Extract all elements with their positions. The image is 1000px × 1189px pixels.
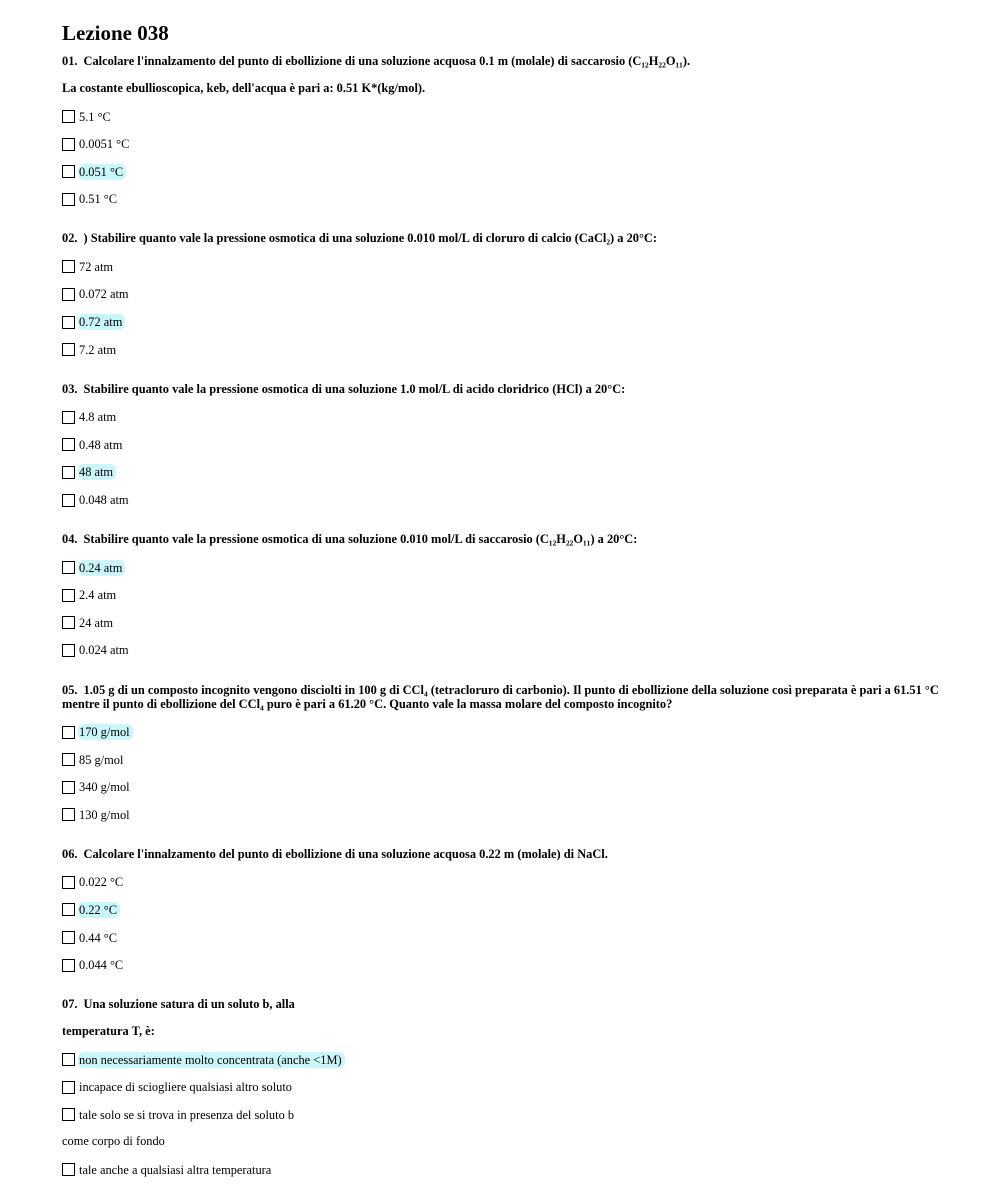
question-body: Calcolare l'innalzamento del punto di ebollizione di una soluzione acquosa 0.22 m (molale) di NaCl. xyxy=(83,846,608,861)
answer-label: 0.022 °C xyxy=(79,875,124,890)
question-spacer xyxy=(62,519,942,532)
question-body: Stabilire quanto vale la pressione osmotica di una soluzione 0.010 mol/L di saccarosio (C₁₂H₂₂O₁₁) a 20°C: xyxy=(83,532,638,547)
quiz-page xyxy=(62,20,942,1189)
checkbox[interactable] xyxy=(62,808,75,821)
answer-option[interactable] xyxy=(62,1051,942,1068)
question-spacer xyxy=(62,834,942,847)
answer-option[interactable] xyxy=(62,642,942,659)
question-text xyxy=(62,997,942,1011)
answer-option[interactable] xyxy=(62,901,942,918)
answer-label: 72 atm xyxy=(79,259,114,274)
answer-option[interactable] xyxy=(62,779,942,796)
answer-option[interactable] xyxy=(62,751,942,768)
question-body: Una soluzione satura di un soluto b, alla xyxy=(83,997,295,1012)
question-text xyxy=(62,683,942,711)
answer-label-highlighted: 0.72 atm xyxy=(78,314,125,330)
answer-label: 7.2 atm xyxy=(79,342,117,357)
answer-label-highlighted: 48 atm xyxy=(78,464,116,480)
answer-label: 0.024 atm xyxy=(79,643,129,658)
checkbox[interactable] xyxy=(62,1163,75,1176)
checkbox[interactable] xyxy=(62,165,75,178)
answer-continuation: come corpo di fondo xyxy=(62,1134,165,1149)
answer-label: incapace di sciogliere qualsiasi altro soluto xyxy=(79,1080,292,1095)
answer-option[interactable] xyxy=(62,191,942,208)
question-body: Calcolare l'innalzamento del punto di ebollizione di una soluzione acquosa 0.1 m (molale) di saccarosio (C₁₂H₂₂O₁₁). xyxy=(83,54,691,68)
answer-option[interactable] xyxy=(62,286,942,303)
checkbox[interactable] xyxy=(62,138,75,151)
question-5 xyxy=(62,683,942,847)
answer-option[interactable] xyxy=(62,1106,942,1123)
question-spacer xyxy=(62,670,942,683)
answer-label: 130 g/mol xyxy=(79,807,130,822)
question-text xyxy=(62,382,942,396)
answer-option[interactable] xyxy=(62,409,942,426)
checkbox[interactable] xyxy=(62,781,75,794)
question-body: Stabilire quanto vale la pressione osmotica di una soluzione 1.0 mol/L di acido cloridrico (HCl) a 20°C: xyxy=(83,381,626,396)
question-spacer xyxy=(62,369,942,382)
checkbox[interactable] xyxy=(62,589,75,602)
checkbox[interactable] xyxy=(62,1053,75,1066)
answer-label: 0.072 atm xyxy=(79,287,129,302)
question-number: 07. xyxy=(62,997,78,1012)
question-1 xyxy=(62,54,942,231)
checkbox[interactable] xyxy=(62,193,75,206)
answer-option[interactable] xyxy=(62,341,942,358)
question-body: ) Stabilire quanto vale la pressione osmotica di una soluzione 0.010 mol/L di cloruro di calcio (CaCl₂) a 20°C: xyxy=(83,231,657,246)
answer-option[interactable] xyxy=(62,614,942,631)
checkbox[interactable] xyxy=(62,616,75,629)
question-text xyxy=(62,847,942,861)
answer-option[interactable] xyxy=(62,587,942,604)
answer-label: 0.0051 °C xyxy=(79,137,130,152)
question-number: 05. xyxy=(62,682,78,697)
answer-label: 0.48 atm xyxy=(79,437,123,452)
question-3 xyxy=(62,382,942,532)
answer-option[interactable] xyxy=(62,806,942,823)
answer-option[interactable] xyxy=(62,957,942,974)
question-number: 06. xyxy=(62,846,78,861)
question-4 xyxy=(62,532,942,682)
checkbox[interactable] xyxy=(62,316,75,329)
question-number: 04. xyxy=(62,532,78,547)
answer-option[interactable] xyxy=(62,464,942,481)
question-text xyxy=(62,231,942,245)
checkbox[interactable] xyxy=(62,1108,75,1121)
checkbox[interactable] xyxy=(62,726,75,739)
answer-label: 0.044 °C xyxy=(79,958,124,973)
answer-label: 2.4 atm xyxy=(79,588,117,603)
question-7 xyxy=(62,997,942,1178)
answer-option[interactable] xyxy=(62,492,942,509)
answer-label-highlighted: non necessariamente molto concentrata (anche <1M) xyxy=(78,1052,345,1068)
checkbox[interactable] xyxy=(62,903,75,916)
answer-label: 0.51 °C xyxy=(79,192,118,207)
answer-option[interactable] xyxy=(62,559,942,576)
answer-label-highlighted: 0.051 °C xyxy=(78,164,126,180)
question-text xyxy=(62,54,942,68)
checkbox[interactable] xyxy=(62,959,75,972)
answer-label: 0.44 °C xyxy=(79,930,118,945)
answer-label: 24 atm xyxy=(79,615,114,630)
answer-option[interactable] xyxy=(62,136,942,153)
answer-option[interactable] xyxy=(62,258,942,275)
answer-label: tale anche a qualsiasi altra temperatura xyxy=(79,1162,272,1177)
answer-option[interactable] xyxy=(62,724,942,741)
question-number: 03. xyxy=(62,381,78,396)
checkbox[interactable] xyxy=(62,561,75,574)
answer-label: 0.048 atm xyxy=(79,493,129,508)
question-6 xyxy=(62,847,942,997)
answer-label: 5.1 °C xyxy=(79,109,111,124)
question-number: 01. xyxy=(62,54,78,68)
answer-option[interactable] xyxy=(62,874,942,891)
answer-option[interactable] xyxy=(62,108,942,125)
question-text xyxy=(62,532,942,546)
checkbox[interactable] xyxy=(62,876,75,889)
checkbox[interactable] xyxy=(62,438,75,451)
question-number: 02. xyxy=(62,231,78,246)
answer-label: 85 g/mol xyxy=(79,752,124,767)
answer-label-highlighted: 0.24 atm xyxy=(78,560,125,576)
checkbox[interactable] xyxy=(62,753,75,766)
answer-label-highlighted: 0.22 °C xyxy=(78,902,120,918)
question-body: 1.05 g di un composto incognito vengono disciolti in 100 g di CCl₄ (tetracloruro di carbonio). Il punto di ebollizione della soluzione così preparata è pari a 61.51 °C mentre il punto di ebollizione del CCl₄ puro è pari a 61.20 °C. Quanto vale la massa molare del composto incognito? xyxy=(62,682,939,711)
checkbox[interactable] xyxy=(62,288,75,301)
answer-option[interactable] xyxy=(62,929,942,946)
checkbox[interactable] xyxy=(62,931,75,944)
checkbox[interactable] xyxy=(62,466,75,479)
checkbox[interactable] xyxy=(62,644,75,657)
answer-label: 340 g/mol xyxy=(79,780,130,795)
question-subtext: temperatura T, è: xyxy=(62,1024,155,1039)
answer-label: 4.8 atm xyxy=(79,410,117,425)
answer-label: tale solo se si trova in presenza del soluto b xyxy=(79,1107,295,1122)
question-list xyxy=(62,54,942,1178)
question-subtext: La costante ebullioscopica, keb, dell'acqua è pari a: 0.51 K*(kg/mol). xyxy=(62,81,426,95)
checkbox[interactable] xyxy=(62,110,75,123)
question-2 xyxy=(62,231,942,381)
answer-option[interactable] xyxy=(62,436,942,453)
checkbox[interactable] xyxy=(62,411,75,424)
question-spacer xyxy=(62,218,942,231)
checkbox[interactable] xyxy=(62,343,75,356)
question-spacer xyxy=(62,984,942,997)
checkbox[interactable] xyxy=(62,1081,75,1094)
answer-option[interactable] xyxy=(62,1079,942,1096)
checkbox[interactable] xyxy=(62,494,75,507)
answer-option[interactable] xyxy=(62,1161,942,1178)
checkbox[interactable] xyxy=(62,260,75,273)
answer-option[interactable] xyxy=(62,163,942,180)
answer-label-highlighted: 170 g/mol xyxy=(78,724,133,740)
answer-option[interactable] xyxy=(62,314,942,331)
page-title: Lezione 038 xyxy=(62,21,169,45)
